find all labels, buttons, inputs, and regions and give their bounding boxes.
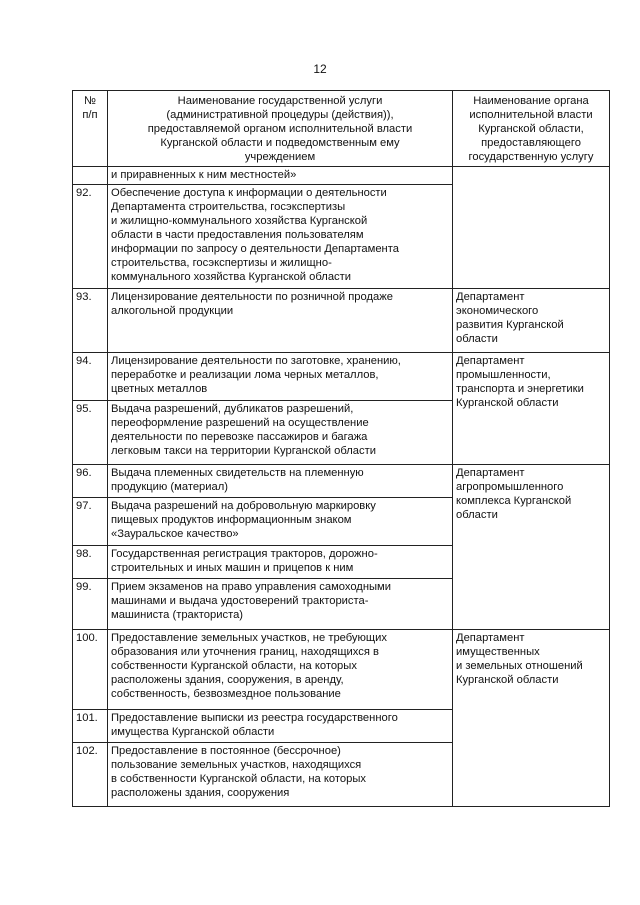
table-row: [73, 289, 610, 353]
row-number: 97.: [73, 498, 108, 546]
row-number: 92.: [73, 185, 108, 289]
service-name: Предоставление земельных участков, не требующих образования или уточнения границ, находящихся в собственности Курганской области, на которых расположены здания, сооружения, в аренду, собственность, безвозмездное пользование: [108, 630, 453, 710]
service-name: Лицензирование деятельности по розничной продаже алкогольной продукции: [108, 289, 453, 353]
row-number: 94.: [73, 353, 108, 401]
continuation-text: и приравненных к ним местностей»: [108, 167, 453, 185]
header-number: № п/п: [73, 91, 108, 167]
row-number: 96.: [73, 465, 108, 498]
authority-industry-transport-energy: Департамент промышленности, транспорта и энергетики Курганской области: [453, 353, 610, 465]
table-row: [73, 630, 610, 710]
authority-agro-industrial: Департамент агропромышленного комплекса Курганской области: [453, 465, 610, 630]
row-number: 93.: [73, 289, 108, 353]
service-name: Выдача племенных свидетельств на племенную продукцию (материал): [108, 465, 453, 498]
authority-empty: [453, 167, 610, 289]
row-number: 98.: [73, 546, 108, 579]
row-number: 102.: [73, 743, 108, 807]
header-service-name: Наименование государственной услуги (административной процедуры (действия)), предоставляемой органом исполнительной власти Курганской области и подведомственным ему учреждением: [108, 91, 453, 167]
service-name: Предоставление в постоянное (бессрочное) пользование земельных участков, находящихся в собственности Курганской области, на которых расположены здания, сооружения: [108, 743, 453, 807]
service-name: Прием экзаменов на право управления самоходными машинами и выдача удостоверений тракториста- машиниста (тракториста): [108, 579, 453, 630]
row-number-empty: [73, 167, 108, 185]
row-number: 95.: [73, 401, 108, 465]
table-row: [73, 465, 610, 498]
authority-economic-development: Департамент экономического развития Курганской области: [453, 289, 610, 353]
service-name: Выдача разрешений, дубликатов разрешений, переоформление разрешений на осуществление деятельности по перевозке пассажиров и багажа легковым такси на территории Курганской области: [108, 401, 453, 465]
page-number: 12: [313, 62, 327, 76]
authority-property-land-relations: Департамент имущественных и земельных отношений Курганской области: [453, 630, 610, 807]
service-name: Обеспечение доступа к информации о деятельности Департамента строительства, госэкспертизы и жилищно-коммунального хозяйства Курганской области в части предоставления пользователям информации по запросу о деятельности Департамента строительства, госэкспертизы и жилищно- коммунального хозяйства Курганской области: [108, 185, 453, 289]
table-row-continuation: [73, 167, 610, 185]
row-number: 100.: [73, 630, 108, 710]
service-name: Выдача разрешений на добровольную маркировку пищевых продуктов информационным знаком «Зауральское качество»: [108, 498, 453, 546]
table-row: [73, 353, 610, 401]
service-name: Предоставление выписки из реестра государственного имущества Курганской области: [108, 710, 453, 743]
row-number: 101.: [73, 710, 108, 743]
service-name: Государственная регистрация тракторов, дорожно- строительных и иных машин и прицепов к ним: [108, 546, 453, 579]
services-table: [72, 90, 610, 807]
row-number: 99.: [73, 579, 108, 630]
service-name: Лицензирование деятельности по заготовке, хранению, переработке и реализации лома черных металлов, цветных металлов: [108, 353, 453, 401]
header-authority: Наименование органа исполнительной власти Курганской области, предоставляющего государственную услугу: [453, 91, 610, 167]
table-header-row: [73, 91, 610, 167]
